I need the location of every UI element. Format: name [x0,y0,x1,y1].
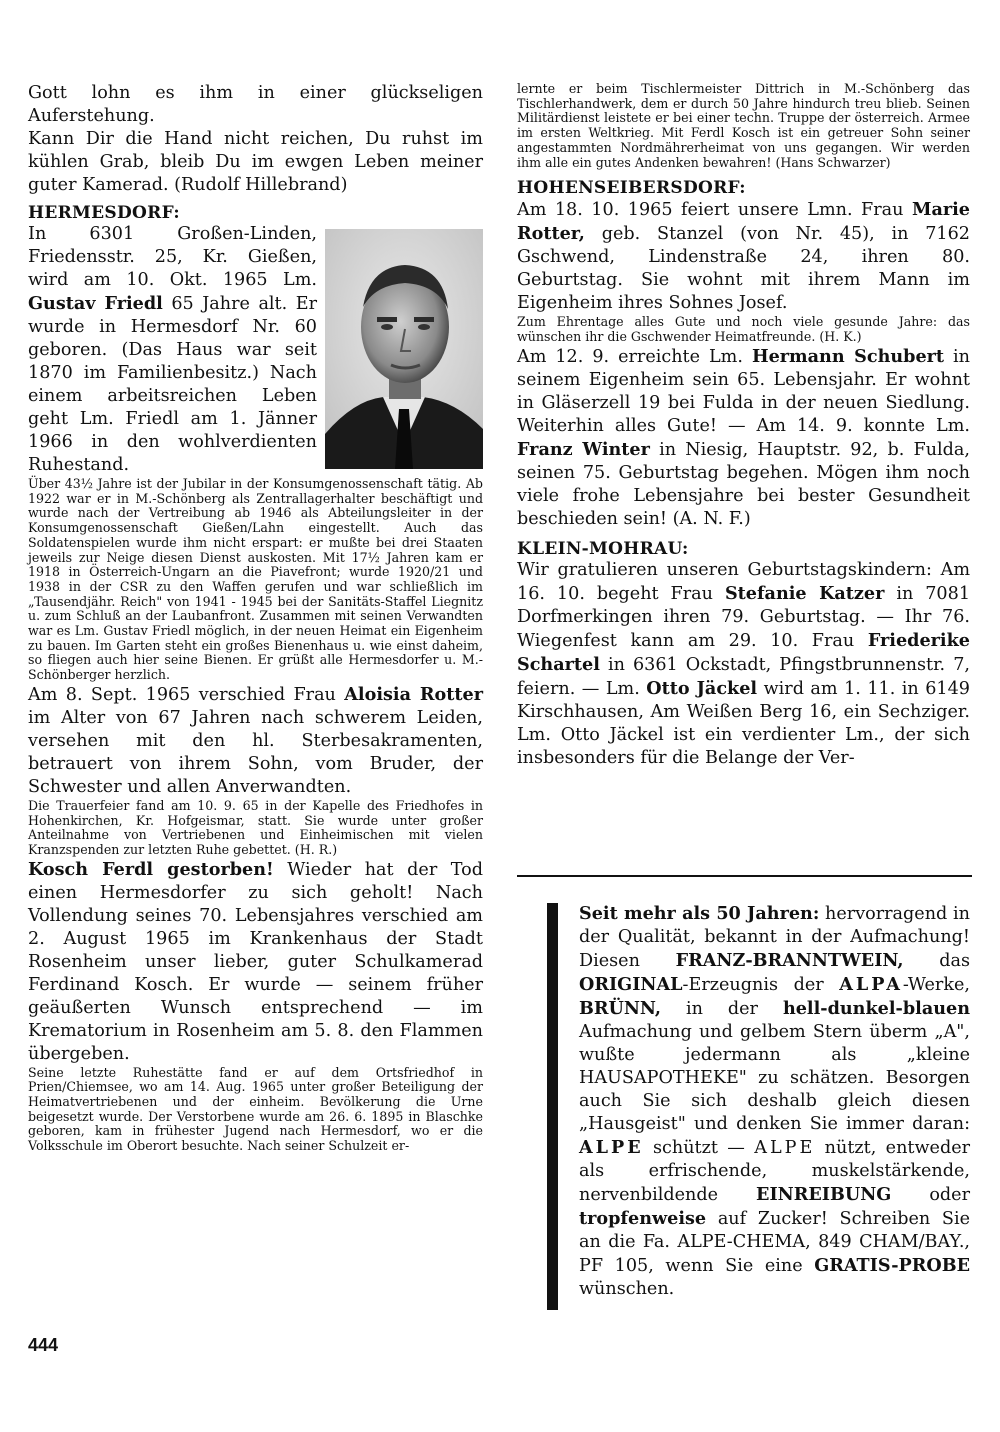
klein-text-b: in 7081 Dorfmerkingen ihren 79. Geburtstag. — Ihr 76. Wiegenfest kann am 29. 10. Frau [517,583,971,651]
ad-text-16: nützt, entweder als erfrischende, muskelstärkende, nervenbildende [579,1138,971,1205]
kosch-heading: Kosch Ferdl gestorben! [28,858,274,880]
ad-einreibung: EINREIBUNG [756,1184,892,1205]
left-column [28,82,483,1154]
rotter-small-paragraph: Die Trauerfeier fand am 10. 9. 65 in der Kapelle des Friedhofes in Hohenkirchen, Kr. Hofgeismar, statt. Sie wurde unter großer Anteilnahme von Vertriebenen und Einheimischen mit vielen Kranzspenden zur letzten Ruhe gebettet. (H. R.) [28,797,483,857]
rotter-paragraph [28,683,483,799]
klein-text-d: wird am 1. 11. in 6149 Kirschhausen, Am Weißen Berg 16, ein Sechziger. Lm. Otto Jäckel ist ein verdienter Lm., der sich insbesonders für die Belange der Ver- [517,678,970,768]
right-column [517,82,970,770]
divider-rule [517,875,972,877]
ad-headline: Seit mehr als 50 Jahren: [579,903,820,924]
schubert-name: Hermann Schubert [751,345,945,367]
ad-text-14: schützt — [653,1138,745,1158]
ad-alpe-1: ALPE [579,1137,644,1158]
hillebrand-paragraph: Kann Dir die Hand nicht reichen, Du ruhst im kühlen Grab, bleib Du im ewgen Leben meiner guter Kamerad. (Rudolf Hillebrand) [28,129,483,195]
section-heading-hermesdorf: HERMESDORF: [28,203,180,223]
friedl-text-a: In 6301 Großen-Linden, Friedensstr. 25, Kr. Gießen, wird am 10. Okt. 1965 Lm. [28,224,317,290]
ad-bruenn: BRÜNN, [579,998,661,1019]
jaeckel-name: Otto Jäckel [646,677,758,699]
katzer-name: Stefanie Katzer [724,582,885,604]
rotter-name: Aloisia Rotter [344,683,483,705]
section-heading-klein-mohrau: KLEIN-MOHRAU: [517,538,689,559]
closing-paragraph: Gott lohn es ihm in einer glückseligen Auferstehung. [28,83,483,126]
hohen-small-paragraph: Zum Ehrentage alles Gute und noch viele gesunde Jahre: das wünschen ihr die Gschwender Heimatfreunde. (H. K.) [517,314,970,344]
portrait-photo [325,229,483,469]
winter-text-b: in Niesig, Hauptstr. 92, b. Fulda, seinen 75. Geburtstag begehen. Mögen ihm noch viele frohe Lebensjahre bei bester Gesundheit beschieden sein! (A. N. F.) [517,439,971,529]
ad-black-bar [547,903,558,1310]
klein-text-c: in 6361 Ockstadt, Pfingstbrunnenstr. 7, feiern. — Lm. [517,654,970,699]
ad-text-10: in der [685,999,758,1019]
winter-text-a: — Am 14. 9. konnte Lm. [727,415,970,436]
ad-alpa: ALPA [839,974,903,995]
advertisement-franzbranntwein [579,902,970,1301]
winter-name: Franz Winter [517,438,650,460]
schubert-paragraph [517,345,970,531]
rotter-text-a: Am 8. Sept. 1965 verschied Frau [28,684,336,705]
kosch-paragraph [28,858,483,1066]
ad-text-6: -Erzeugnis der [682,975,824,995]
portrait-man-image [325,229,483,469]
hohen-text-a: Am 18. 10. 1965 feiert unsere Lmn. Frau [517,200,904,221]
ad-gratis-probe: GRATIS-PROBE [814,1255,970,1276]
klein-paragraph [517,559,970,770]
klein-text-a: Wir gratulieren unseren Geburtstagskindern: Am 16. 10. begeht Frau [517,559,970,604]
ad-product-name: FRANZ-BRANNTWEIN, [675,950,904,971]
hohen-text-b: geb. Stanzel (von Nr. 45), in 7162 Gschwend, Lindenstraße 24, ihren 80. Geburtstag. Sie wohnt mit ihrem Mann im Eigenheim ihres Sohnes Josef. [517,224,971,314]
hohen-name: Marie Rotter, [517,199,970,245]
ad-alpe-2: ALPE [754,1138,816,1158]
kosch-continuation: lernte er beim Tischlermeister Dittrich in M.-Schönberg das Tischlerhandwerk, dem er durch 50 Jahre hindurch treu blieb. Seinen Militärdienst leistete er bei einer techn. Truppe der österreich. Armee im ersten Weltkrieg. Mit Ferdl Kosch ist ein getreuer Sohn seiner angestammten Nordmährerheimat von uns gegangen. Wir werden ihm alle ein gutes Andenken bewahren! (Hans Schwarzer) [517,81,970,170]
ad-text-20: auf Zucker! Schreiben Sie an die Fa. ALPE-CHEMA, 849 CHAM/BAY., PF 105, wenn Sie eine [579,1209,970,1276]
ad-text-18: oder [929,1185,971,1205]
ad-tropfenweise: tropfenweise [579,1208,707,1229]
hohen-paragraph [517,198,970,315]
friedl-text-b: 65 Jahre alt. Er wurde in Hermesdorf Nr. 60 geboren. (Das Haus war seit 1870 im Familienbesitz.) Nach einem arbeitsreichen Leben geht Lm. Friedl am 1. Jänner 1966 in den wohlverdienten Ruhestand. [28,294,317,475]
schubert-text-b: in seinem Eigenheim sein 65. Lebensjahr. Er wohnt in Gläserzell 19 bei Fulda in der neuen Siedlung. Weiterhin alles Gute! [517,346,970,436]
kosch-text: Wieder hat der Tod einen Hermesdorfer zu sich geholt! Nach Vollendung seines 70. Lebensjahres verschied am 2. August 1965 im Krankenhaus der Stadt Rosenheim unser lieber, guter Schulkamerad Ferdinand Kosch. Er wurde — seinem früher geäußerten Wunsch entsprechend — im Krematorium in Rosenheim am 5. 8. den Flammen übergeben. [28,859,484,1064]
section-heading-hohenseibersdorf: HOHENSEIBERSDORF: [517,178,746,199]
ad-text-22: wünschen. [579,1279,675,1299]
friedl-name: Gustav Friedl [28,293,163,314]
rotter-text-b: im Alter von 67 Jahren nach schwerem Leiden, versehen mit den hl. Sterbesakramenten, betrauert von ihrem Sohn, vom Bruder, der Schwester und allen Anverwandten. [28,707,483,797]
page-number: 444 [28,1335,59,1355]
ad-text-2: hervorragend in der Qualität, bekannt in der Aufmachung! Diesen [579,904,970,971]
ad-text-8: -Werke, [902,975,970,995]
friedl-small-paragraph: Über 43½ Jahre ist der Jubilar in der Konsumgenossenschaft tätig. Ab 1922 war er in M.-Schönberg als Zentrallagerhalter beschäftigt und wurde nach der Vertreibung ab 1946 als Abteilungsleiter in der Konsumgenossenschaft Gießen/Lahn eingestellt. Auch das Soldatenspielen wurde ihm nicht erspart: er mußte bei drei Staaten jeweils zur Neige diesen Dienst auskosten. Mit 17½ Jahren kam er 1918 in Österreich-Ungarn an die Piavefront; wurde 1920/21 und 1938 in der CSR zu den Waffen gerufen und war schließlich im „Tausendjähr. Reich" von 1941 - 1945 bei der Sanitäts-Staffel Liegnitz u. zum Schluß an der Laubanfront. Zusammen mit seinen Verwandten war es Lm. Gustav Friedl möglich, in der neuen Heimat ein Eigenheim zu bauen. Im Garten steht ein großes Bienenhaus u. wie einst daheim, so fliegen auch hier seine Bienen. Er grüßt alle Hermesdorfer u. M.-Schönberger herzlich. [28,476,483,683]
ad-text-12: Aufmachung und gelbem Stern überm „A", wußte jedermann als „kleine HAUSAPOTHEKE" zu schätzen. Besorgen auch Sie sich deshalb gleich diesen „Hausgeist" und denken Sie immer daran: [579,1022,970,1134]
kosch-small-paragraph: Seine letzte Ruhestätte fand er auf dem Ortsfriedhof in Prien/Chiemsee, wo am 14. Aug. 1965 unter großer Beteiligung der Heimatvertriebenen und der einheim. Bevölkerung die Urne beigesetzt wurde. Der Verstorbene wurde am 26. 6. 1895 in Blaschke geboren, kam in frühester Jugend nach Hermesdorf, wo er die Volksschule im Oberort besuchte. Nach seiner Schulzeit er- [28,1064,483,1154]
schubert-text-a: Am 12. 9. erreichte Lm. [517,346,743,367]
ad-color: hell-dunkel-blauen [782,998,971,1019]
ad-text-4: das [939,951,971,971]
ad-original: ORIGINAL [579,974,683,995]
schartel-name: Friederike Schartel [517,629,971,675]
